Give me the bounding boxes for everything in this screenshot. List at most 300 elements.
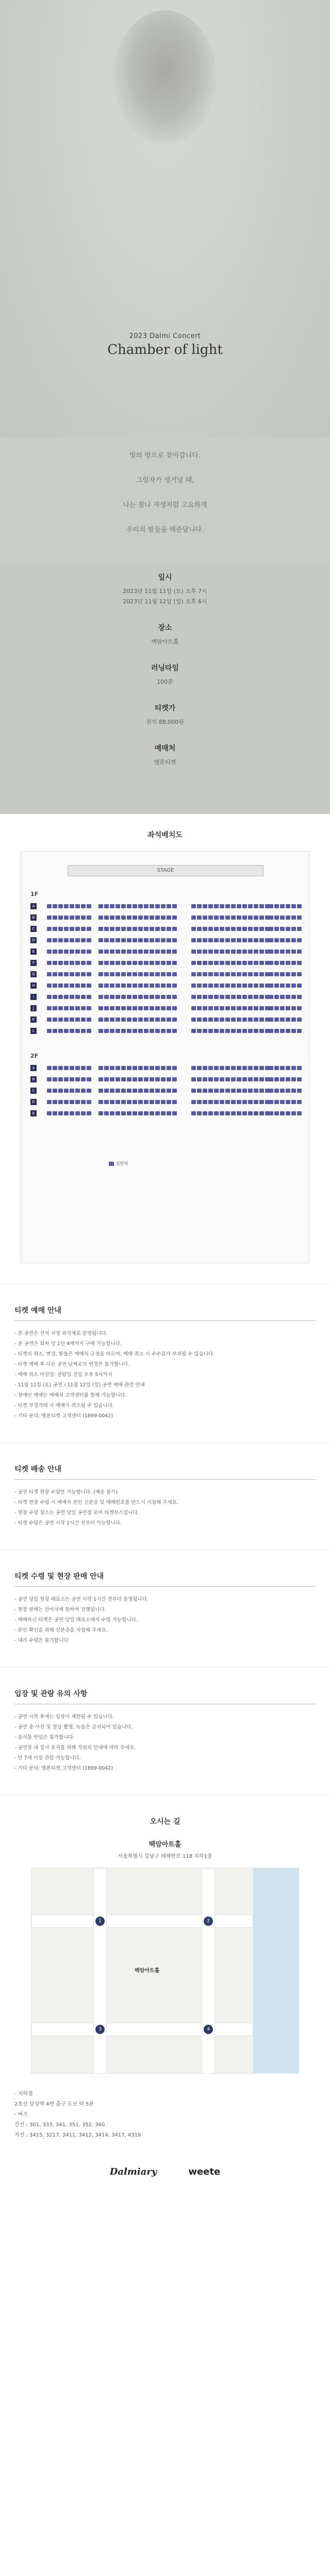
seat [203,927,207,931]
seat [47,1100,52,1104]
seat [75,1100,80,1104]
seat [248,995,253,999]
seat [144,1018,148,1022]
seat [269,1006,273,1010]
seat [248,972,253,976]
seat [291,1089,296,1093]
seat [191,927,196,931]
seat [75,938,80,942]
seat [203,916,207,920]
seat [237,972,241,976]
seat [127,927,131,931]
notice-item: - 기타 문의: 멜론티켓 고객센터 (1899-0042) [14,1413,113,1419]
seat [254,1066,258,1070]
seat [197,904,202,908]
seat [225,1089,230,1093]
seat [214,972,219,976]
seat [116,950,120,954]
seat [197,1077,202,1081]
seat [110,950,114,954]
seat [269,950,273,954]
seat [254,904,258,908]
seat [231,904,236,908]
seat [280,961,285,965]
seat [197,1066,202,1070]
seat [286,1111,290,1115]
seat [237,938,241,942]
hero-subtitle: 2023 Dalmi Concert [129,332,201,340]
seat [138,1111,143,1115]
seat [104,1029,109,1033]
location-line: - 지하철 [14,2091,33,2097]
seat [225,961,230,965]
notice-item: - 본 공연은 회차 당 1인 4매까지 구매 가능합니다. [14,1341,122,1347]
seat [64,961,69,965]
seat [58,1029,63,1033]
seat [191,1029,196,1033]
seat [203,938,207,942]
seat [214,995,219,999]
seat [167,1111,171,1115]
seat [98,927,103,931]
seat [274,995,279,999]
seat [259,927,264,931]
seat [155,1089,160,1093]
seat [269,972,273,976]
seat [167,1077,171,1081]
seat [242,904,247,908]
seat [214,1006,219,1010]
seat [259,1100,264,1104]
seat [220,904,224,908]
seat [81,938,86,942]
seat [220,1111,224,1115]
map-pin-icon: 1 [95,1917,105,1926]
seat [75,1018,80,1022]
seat [167,938,171,942]
seat [237,1006,241,1010]
seat [280,1029,285,1033]
seat [203,1100,207,1104]
seat [248,1111,253,1115]
seat [70,904,74,908]
seat [64,938,69,942]
location-line: - 버스 [14,2112,28,2117]
seat [116,1029,120,1033]
runtime-label: 러닝타임 [151,664,179,672]
seat [259,972,264,976]
seat [133,1077,137,1081]
seat [208,916,213,920]
seat [237,1111,241,1115]
seat [269,1018,273,1022]
seat [87,961,91,965]
seat [53,904,57,908]
seat [53,927,57,931]
seat [47,1066,52,1070]
seat [286,927,290,931]
seat [214,984,219,988]
seat [121,938,126,942]
seat [138,1100,143,1104]
notice-item: - 현장 판매는 잔여석에 한하여 진행됩니다. [14,1607,106,1613]
seat [291,904,296,908]
notice-item: - 예매하신 티켓은 공연 당일 매표소에서 수령 가능합니다. [14,1617,138,1623]
seat [58,961,63,965]
footer [0,2156,330,2198]
seat [274,1029,279,1033]
seat [64,1100,69,1104]
seat [64,1111,69,1115]
seat [81,1006,86,1010]
seat [274,1111,279,1115]
seat [280,972,285,976]
venue-label: 장소 [158,624,172,632]
seat [161,904,166,908]
seat-map-section [0,814,330,1284]
seat [150,1006,154,1010]
seat [297,995,302,999]
org-value: 멜론티켓 [154,759,176,766]
seat [220,938,224,942]
seat [87,938,91,942]
entry-notice [0,1667,330,1795]
seat [161,1077,166,1081]
info-runtime [0,663,330,687]
seat [138,995,143,999]
seat [259,1066,264,1070]
seat [138,1006,143,1010]
seat [150,1066,154,1070]
hero-artwork [113,10,217,144]
seat [167,1066,171,1070]
seat [127,972,131,976]
seat [231,961,236,965]
seat [98,1089,103,1093]
seat [172,1077,177,1081]
notice-item: - 본인 확인을 위해 신분증을 지참해 주세요. [14,1628,108,1633]
seat [220,950,224,954]
seat [197,1029,202,1033]
seat [225,1077,230,1081]
seat [155,904,160,908]
seat [98,938,103,942]
seat [191,961,196,965]
seat [291,1100,296,1104]
seat [237,995,241,999]
seat [203,1029,207,1033]
seat [208,1018,213,1022]
seat [172,1089,177,1093]
seat [225,984,230,988]
seat [237,961,241,965]
seat [155,927,160,931]
seat [121,1066,126,1070]
onsite-notice [0,1550,330,1667]
seat [208,938,213,942]
seat [286,1029,290,1033]
seat [269,984,273,988]
seat [208,1100,213,1104]
seat [64,904,69,908]
seat [259,1029,264,1033]
seat [297,1089,302,1093]
seat [155,1100,160,1104]
seat [116,1077,120,1081]
seat [58,1018,63,1022]
seat [172,1066,177,1070]
notice-item: - 11월 11일 (토) 공연 / 11월 12일 (일) 공연 예매 관련 안내 [14,1382,145,1388]
seat [291,961,296,965]
seat [167,1018,171,1022]
seat [231,1111,236,1115]
seat [81,1066,86,1070]
location-line: 간선 : 301, 333, 341, 351, 352, 360 [14,2122,105,2128]
poem-line: 나는 찰나 자생처럼 고요하게 [123,501,207,509]
seat [191,1006,196,1010]
seat [70,1089,74,1093]
seat [254,1018,258,1022]
seat [155,972,160,976]
seat [70,1111,74,1115]
seat [191,984,196,988]
seat [248,904,253,908]
poem-line: 우리의 밤들을 해준답니다. [126,526,204,534]
seat [138,938,143,942]
seat [237,916,241,920]
floor-1-row-label: B [30,914,37,921]
seat [167,904,171,908]
seat [150,961,154,965]
seat [203,1077,207,1081]
seat [47,938,52,942]
seat [231,984,236,988]
seat [167,995,171,999]
map-road [202,1868,215,2074]
seat [121,950,126,954]
seat [297,950,302,954]
seat [110,1111,114,1115]
seat [231,1066,236,1070]
seat [231,1029,236,1033]
seat [248,1006,253,1010]
seat [53,1089,57,1093]
seat [81,1029,86,1033]
seat [191,972,196,976]
seat [286,995,290,999]
seat [242,1006,247,1010]
notice-item: - 티켓 수령은 공연 시작 1시간 전부터 가능합니다. [14,1520,122,1526]
seat [47,1029,52,1033]
seat [53,984,57,988]
seat [203,950,207,954]
seat [161,950,166,954]
seat [144,1089,148,1093]
seat [121,1077,126,1081]
seat [138,1029,143,1033]
seat [197,927,202,931]
seat [172,995,177,999]
seat [291,1029,296,1033]
seat [110,995,114,999]
seat [81,995,86,999]
seat [297,984,302,988]
seat [70,972,74,976]
legend-label: 일반석 [116,1161,128,1166]
seat [53,1100,57,1104]
seat [172,938,177,942]
seat [214,1018,219,1022]
seat [161,1111,166,1115]
seat [242,1100,247,1104]
seat [75,927,80,931]
seat [104,1111,109,1115]
seat [81,972,86,976]
seat [231,1018,236,1022]
map-road [31,2023,253,2036]
ticket-notice [0,1284,330,1443]
seat [291,1006,296,1010]
seat [53,950,57,954]
seat [116,995,120,999]
seat [133,1111,137,1115]
delivery-notice [0,1443,330,1550]
seat [98,1066,103,1070]
seat [208,972,213,976]
seat [98,1018,103,1022]
price-label: 티켓가 [154,704,176,713]
seat [58,950,63,954]
seat [127,916,131,920]
seat [133,995,137,999]
seat [121,972,126,976]
seat [208,904,213,908]
seat [214,916,219,920]
seat [127,1006,131,1010]
seat [53,972,57,976]
seat [155,938,160,942]
seat [155,1018,160,1022]
seat [87,972,91,976]
seat [144,916,148,920]
seat [133,1006,137,1010]
seat [87,1066,91,1070]
seat [87,950,91,954]
seat [53,1006,57,1010]
seat [104,984,109,988]
seat [167,961,171,965]
seat [274,950,279,954]
seat [47,1006,52,1010]
seat [286,972,290,976]
floor-1-row-label: A [30,903,37,909]
notice-item: - 티켓 부정거래 시 예매가 취소될 수 있습니다. [14,1403,114,1409]
seat [150,995,154,999]
seat [98,995,103,999]
seat [269,1066,273,1070]
seat [274,1006,279,1010]
seat [127,1018,131,1022]
hero-banner [0,0,330,438]
seat [220,916,224,920]
seat [138,927,143,931]
seat [133,972,137,976]
seat [286,916,290,920]
seat [64,927,69,931]
seat [70,1006,74,1010]
seat [116,904,120,908]
seat [47,1089,52,1093]
seat [269,1029,273,1033]
seat [172,972,177,976]
seat [161,927,166,931]
seat [280,1006,285,1010]
seat [297,961,302,965]
seat [53,916,57,920]
seat [155,1029,160,1033]
seat [197,995,202,999]
seat [237,1100,241,1104]
seat [70,927,74,931]
seat [70,1077,74,1081]
seat [269,1077,273,1081]
seat [110,961,114,965]
seat [214,961,219,965]
seat [286,938,290,942]
location-address: 서울특별시 강남구 테헤란로 118 지하1층 [118,1854,212,1859]
seat [161,1089,166,1093]
seat [144,1006,148,1010]
seat [172,1006,177,1010]
seat [191,950,196,954]
seat [248,1029,253,1033]
seat [161,1100,166,1104]
seat [203,1089,207,1093]
seat [116,916,120,920]
seat [220,972,224,976]
seat [121,927,126,931]
seat [98,961,103,965]
floor-1-row-label: E [30,948,37,955]
seat [225,1006,230,1010]
seat [155,950,160,954]
seat [286,984,290,988]
seat [127,1089,131,1093]
seat [133,1018,137,1022]
seat [248,938,253,942]
seat [133,1100,137,1104]
seat [133,927,137,931]
seat [280,984,285,988]
seat [225,1111,230,1115]
seat [53,961,57,965]
seat [144,1100,148,1104]
seat [208,1029,213,1033]
seat [98,1006,103,1010]
seat [214,904,219,908]
seat [237,1066,241,1070]
seat [231,1006,236,1010]
seat [87,1018,91,1022]
seat [75,972,80,976]
seat [172,916,177,920]
seat [98,916,103,920]
seat [144,1111,148,1115]
seat [161,984,166,988]
seat [197,961,202,965]
seat [242,961,247,965]
seat [237,927,241,931]
